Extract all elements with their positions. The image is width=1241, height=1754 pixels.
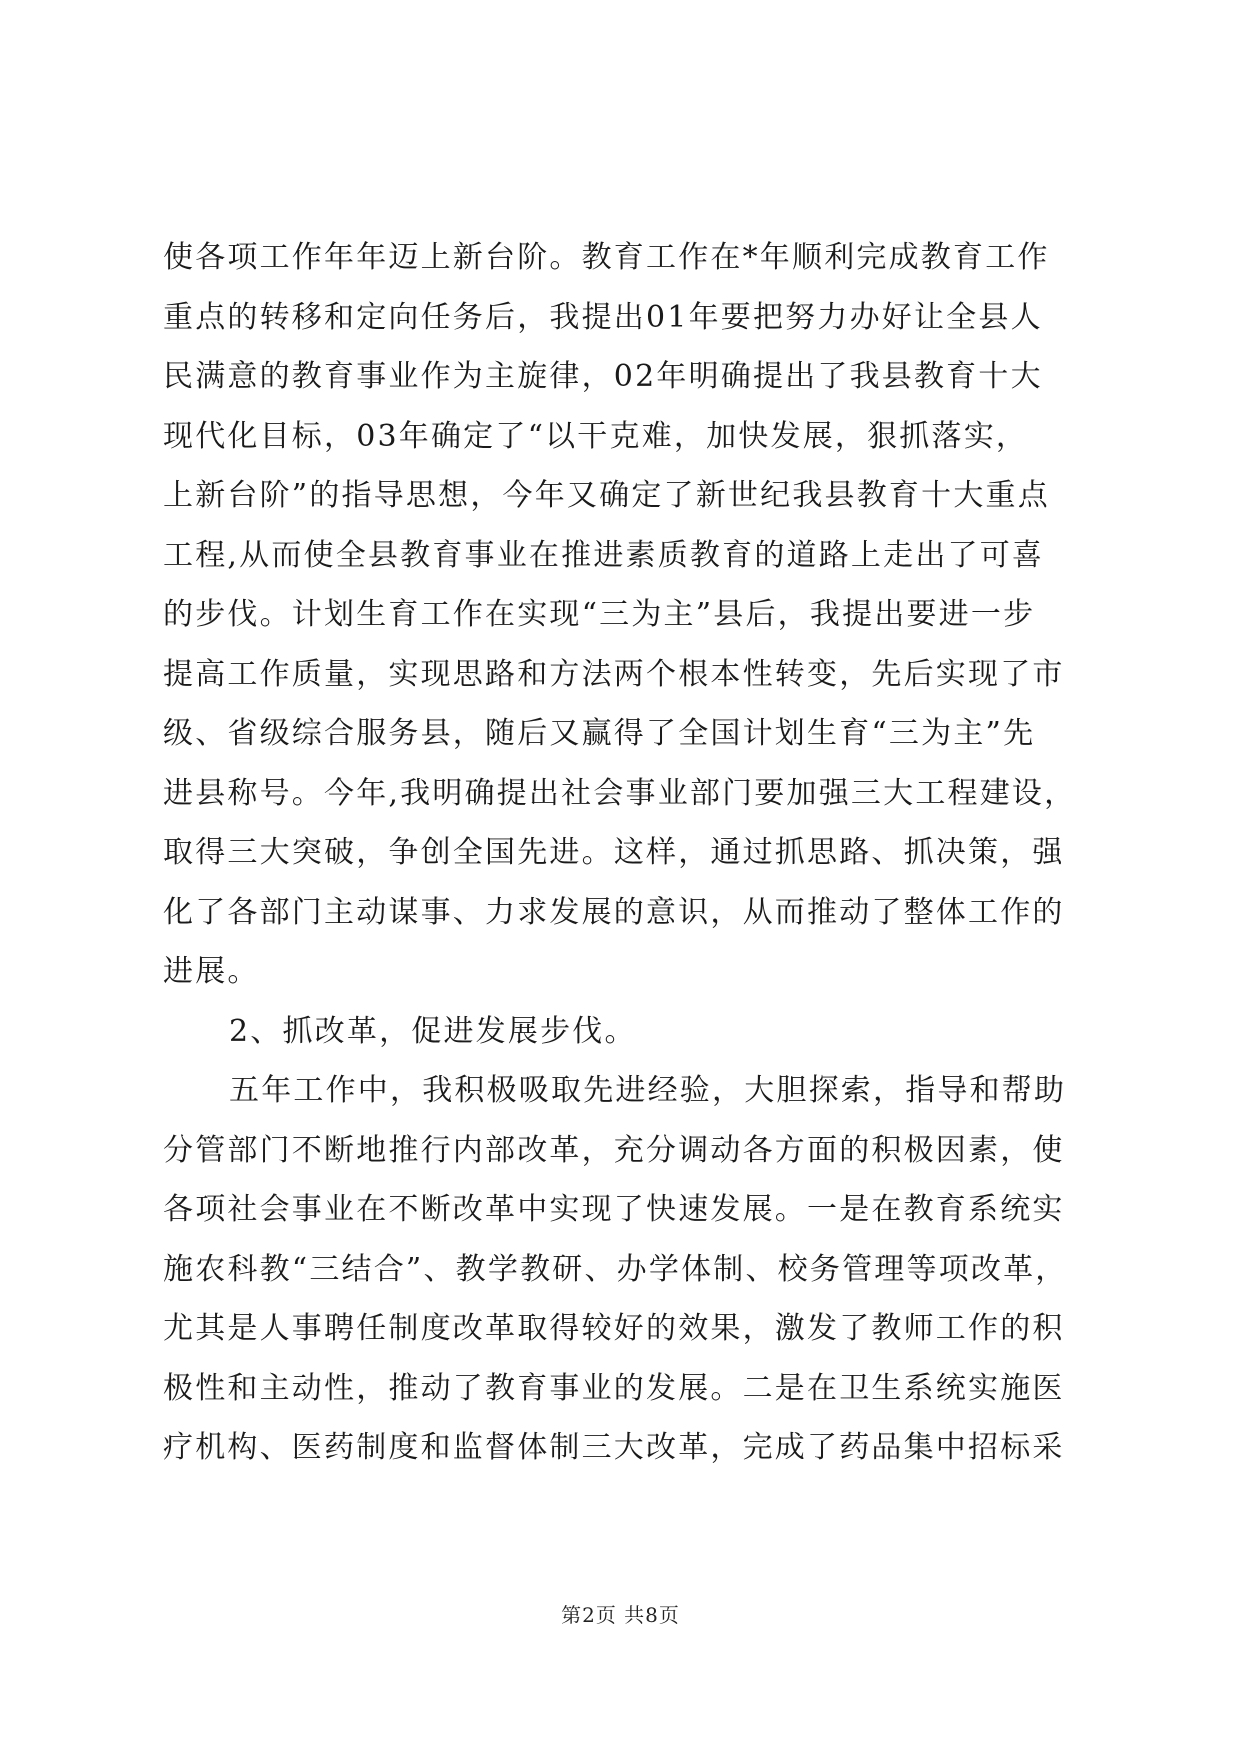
section-heading: 2、抓改革，促进发展步伐。	[229, 1013, 637, 1049]
text-line: 分管部门不断地推行内部改革，充分调动各方面的积极因素，使	[163, 1132, 1065, 1168]
text-line: 疗机构、医药制度和监督体制三大改革，完成了药品集中招标采	[163, 1430, 1065, 1465]
text-line: 级、省级综合服务县，随后又赢得了全国计划生育“三为主”先	[163, 716, 1036, 751]
text-line: 重点的转移和定向任务后，我提出01年要把努力办好让全县人	[163, 299, 1043, 335]
text-line: 现代化目标，03年确定了“以干克难，加快发展，狠抓落实，	[163, 418, 1029, 454]
text-line: 民满意的教育事业作为主旋律，02年明确提出了我县教育十大	[163, 359, 1043, 394]
text-line: 进展。	[163, 954, 260, 989]
text-line: 提高工作质量，实现思路和方法两个根本性转变，先后实现了市	[163, 656, 1065, 692]
text-line: 五年工作中，我积极吸取先进经验，大胆探索，指导和帮助	[229, 1073, 1067, 1108]
text-line: 各项社会事业在不断改革中实现了快速发展。一是在教育系统实	[163, 1192, 1065, 1227]
text-line: 工程,从而使全县教育事业在推进素质教育的道路上走出了可喜	[163, 537, 1045, 573]
page-number-footer: 第2页 共8页	[561, 1603, 680, 1627]
text-line: 化了各部门主动谋事、力求发展的意识，从而推动了整体工作的	[163, 894, 1065, 930]
text-line: 尤其是人事聘任制度改革取得较好的效果，激发了教师工作的积	[163, 1311, 1065, 1346]
document-body	[163, 228, 1103, 1478]
text-line: 的步伐。计划生育工作在实现“三为主”县后，我提出要进一步	[163, 597, 1036, 632]
text-line: 施农科教“三结合”、教学教研、办学体制、校务管理等项改革，	[163, 1251, 1068, 1287]
text-line: 使各项工作年年迈上新台阶。教育工作在*年顺利完成教育工作	[163, 240, 1050, 275]
text-line: 取得三大突破，争创全国先进。这样，通过抓思路、抓决策，强	[163, 835, 1065, 870]
text-line: 上新台阶”的指导思想，今年又确定了新世纪我县教育十大重点	[163, 478, 1050, 513]
text-line: 进县称号。今年,我明确提出社会事业部门要加强三大工程建设，	[163, 775, 1077, 811]
text-line: 极性和主动性，推动了教育事业的发展。二是在卫生系统实施医	[163, 1370, 1065, 1406]
